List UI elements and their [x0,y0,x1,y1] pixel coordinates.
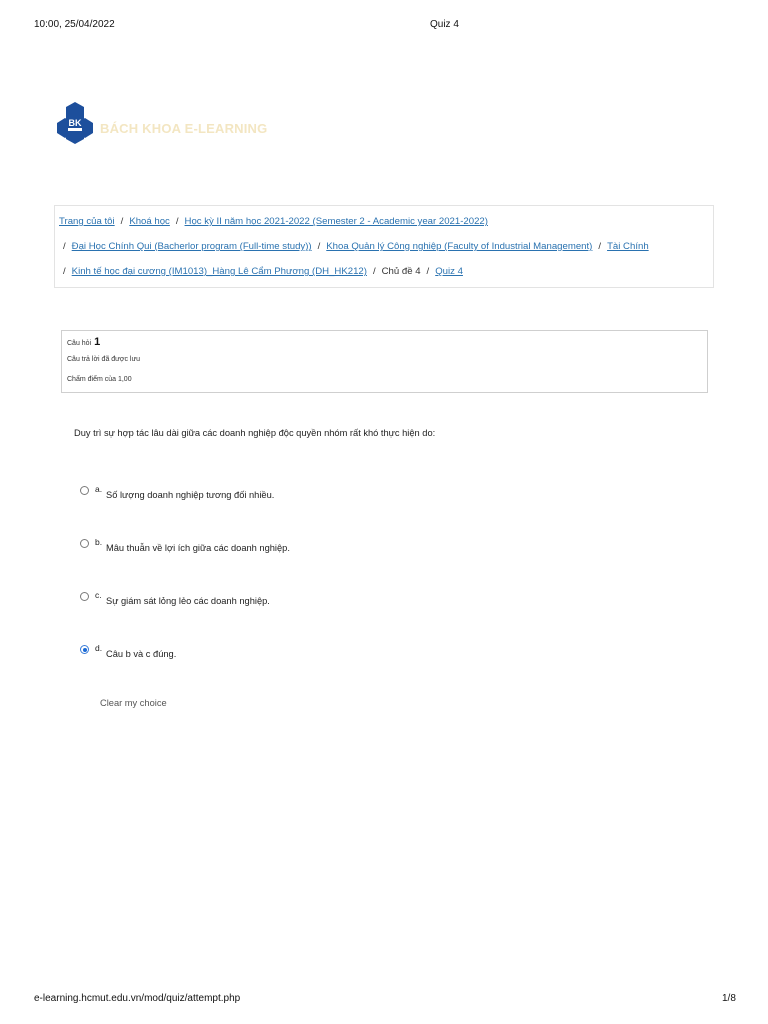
print-header-datetime: 10:00, 25/04/2022 [34,19,115,30]
logo-text: BÁCH KHOA E-LEARNING [100,121,268,136]
answer-option-c[interactable] [80,590,480,610]
print-footer-url: e-learning.hcmut.edu.vn/mod/quiz/attempt.php [34,993,241,1004]
breadcrumb-link-courses[interactable]: Khoá học [129,216,170,227]
breadcrumb-link-semester[interactable]: Học kỳ II năm học 2021-2022 (Semester 2 - Academic year 2021-2022) [184,216,488,227]
site-logo[interactable] [57,102,277,146]
breadcrumb: Trang của tôi / Khoá học / Học kỳ II năm học 2021-2022 (Semester 2 - Academic year 2021-2022) / Đại Học Chính Qui (Bacherlor program (Full-time study)) / Khoa Quản lý Công nghiệp (Faculty of Industrial Management) / Tài Chính / Kinh tế học đại cương (IM1013)_Hàng Lê Cẩm Phương (DH_HK212) / Chủ đề 4 / Quiz 4 [54,205,714,288]
answer-option-d[interactable] [80,643,480,663]
question-mark: Chấm điểm của 1,00 [67,376,132,383]
breadcrumb-link-quiz[interactable]: Quiz 4 [435,266,463,277]
option-text[interactable]: Mâu thuẫn về lợi ích giữa các doanh nghiệp. [106,543,290,553]
option-text[interactable]: Câu b và c đúng. [106,649,177,659]
breadcrumb-link-course[interactable]: Kinh tế học đại cương (IM1013)_Hàng Lê Cẩm Phương (DH_HK212) [71,266,367,277]
radio-option-b[interactable] [80,539,89,548]
radio-option-c[interactable] [80,592,89,601]
option-letter: d. [95,643,103,653]
print-footer-page: 1/8 [722,993,736,1004]
option-text[interactable]: Sự giám sát lỏng lẻo các doanh nghiệp. [106,596,270,606]
question-number: 1 [94,336,101,348]
logo-mark-text: BK [68,118,82,128]
breadcrumb-topic: Chủ đề 4 [381,266,421,277]
option-letter: c. [95,590,102,600]
breadcrumb-link-finance[interactable]: Tài Chính [607,241,649,252]
question-text: Duy trì sự hợp tác lâu dài giữa các doanh nghiệp độc quyền nhóm rất khó thực hiện do: [74,428,436,438]
question-status: Câu trả lời đã được lưu [67,356,141,363]
breadcrumb-link-faculty[interactable]: Khoa Quản lý Công nghiệp (Faculty of Industrial Management) [326,241,593,252]
option-letter: b. [95,537,103,547]
breadcrumb-link-my-home[interactable]: Trang của tôi [59,216,115,227]
bk-logo-icon [57,102,93,144]
answer-option-b[interactable] [80,537,480,557]
breadcrumb-link-program[interactable]: Đại Học Chính Qui (Bacherlor program (Full-time study)) [71,241,312,252]
clear-choice-link[interactable]: Clear my choice [100,698,167,708]
radio-option-d[interactable] [80,645,89,654]
print-header-title: Quiz 4 [430,19,459,30]
option-text[interactable]: Số lượng doanh nghiệp tương đối nhiều. [106,490,275,500]
question-info-box [61,330,708,393]
radio-option-a[interactable] [80,486,89,495]
option-letter: a. [95,484,103,494]
question-label: Câu hỏi [67,340,92,347]
answer-option-a[interactable] [80,484,480,504]
